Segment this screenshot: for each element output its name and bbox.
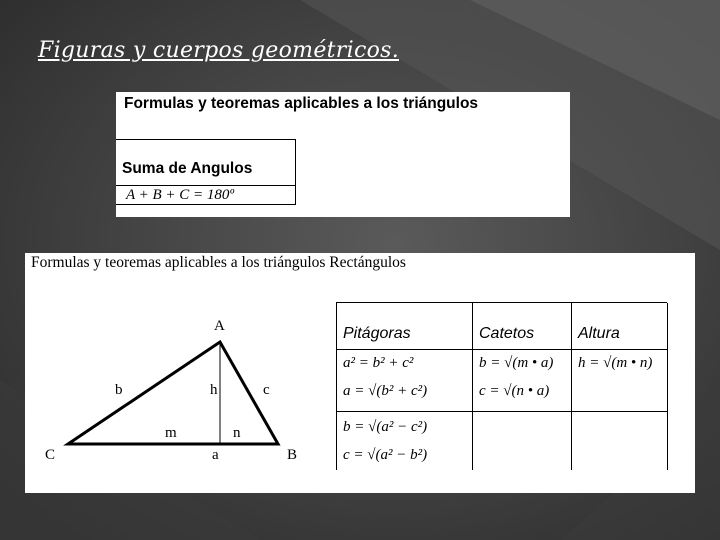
angle-sum-title: Suma de Angulos [122,160,253,177]
header-pitagoras: Pitágoras [343,325,411,342]
header-altura: Altura [578,325,620,342]
angle-sum-box [116,139,296,205]
altura-formula-1: h = √(m • n) [578,355,653,371]
seg-m-label: m [165,425,177,441]
pitagoras-formula-1: a² = b² + c² [343,355,414,371]
header-catetos: Catetos [479,325,535,342]
seg-n-label: n [233,425,241,441]
row-divider [337,411,667,412]
right-triangle-panel [25,253,695,493]
pitagoras-formula-2: a = √(b² + c²) [343,383,428,399]
pitagoras-formula-4: c = √(a² − b²) [343,447,428,463]
height-label: h [210,382,218,398]
formulas-table [336,302,667,470]
vertex-b-label: B [287,447,298,463]
catetos-formula-2: c = √(n • a) [479,383,550,399]
triangle-angles-panel [116,92,570,217]
angle-sum-row [116,185,295,206]
right-triangle-diagram [25,253,335,493]
header-divider [337,349,667,350]
vertex-c-label: C [45,447,56,463]
panel2-heading: Formulas y teoremas aplicables a los triángulos Rectángulos [31,254,406,271]
catetos-formula-1: b = √(m • a) [479,355,554,371]
slide-title: Figuras y cuerpos geométricos. [38,38,399,63]
panel1-heading: Formulas y teoremas aplicables a los triángulos [124,95,479,112]
pitagoras-formula-3: b = √(a² − c²) [343,419,428,435]
angle-sum-formula: A + B + C = 180º [126,187,235,203]
vertex-a-label: A [214,318,225,334]
side-c-label: c [263,382,270,398]
side-b-label: b [115,382,123,398]
foot-label: a [212,447,219,463]
